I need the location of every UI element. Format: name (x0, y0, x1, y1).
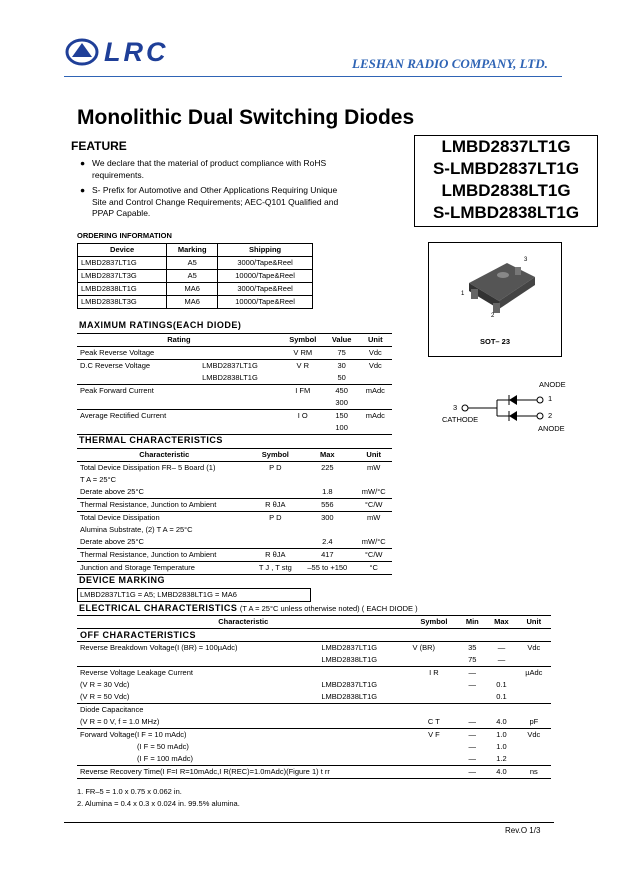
table-row (77, 716, 551, 729)
ordering-table (77, 243, 313, 309)
table-cell: T A = 25°C (80, 475, 117, 484)
table-cell: LMBD2838LT1G (318, 691, 409, 704)
table-cell: LMBD2837LT1G (202, 361, 258, 370)
table-cell (199, 347, 281, 360)
table-cell: I FM (295, 386, 311, 395)
table-row (77, 422, 392, 435)
table-cell: LMBD2837LT1G (321, 643, 378, 652)
anode-top-label: ANODE (539, 380, 566, 389)
table-row (77, 642, 551, 655)
table-cell: 3000/Tape&Reel (218, 257, 313, 270)
table-header-row (77, 449, 392, 462)
table-cell: Reverse Voltage Leakage Current (80, 668, 193, 677)
table-cell (517, 753, 551, 766)
table-cell: — (458, 753, 486, 766)
part-number: LMBD2837LT1G (441, 137, 571, 156)
table-cell: I R (429, 668, 439, 677)
table-header-row (77, 616, 551, 629)
marking-text: LMBD2837LT1G = A5; LMBD2838LT1G = MA6 (77, 588, 311, 602)
table-row (77, 347, 392, 360)
table-cell (199, 410, 281, 423)
table-cell: — (458, 716, 486, 729)
pin2-label: 2 (548, 411, 553, 420)
table-cell: 1.2 (486, 753, 516, 766)
table-cell (251, 474, 299, 486)
table-cell: Thermal Resistance, Junction to Ambient (77, 499, 251, 512)
table-cell: 556 (299, 499, 355, 512)
table-cell (77, 397, 199, 410)
feature-bullet: ● S- Prefix for Automotive and Other Applications Requiring Unique Site and Control Change Requirements; AEC-Q101 Qualified and PPAP Capable. (80, 185, 339, 218)
table-cell: — (497, 643, 506, 652)
table-row (78, 296, 313, 309)
table-cell: µAdc (525, 668, 543, 677)
column-header: Rating (77, 334, 281, 347)
column-header: Min (458, 616, 486, 629)
table-cell: V R (296, 361, 310, 370)
table-cell (318, 704, 409, 717)
table-cell: P D (269, 513, 282, 522)
table-cell: C T (409, 716, 458, 729)
table-cell: 225 (321, 463, 334, 472)
table-row (77, 549, 392, 562)
header-divider (64, 76, 562, 77)
table-row (77, 691, 551, 704)
table-cell (318, 741, 409, 753)
table-cell (281, 422, 325, 435)
table-row (77, 679, 551, 691)
table-cell (458, 691, 486, 704)
table-cell: mAdc (365, 386, 385, 395)
table-cell: Vdc (368, 361, 382, 370)
table-cell (409, 704, 458, 717)
footnote: 2. Alumina = 0.4 x 0.3 x 0.024 in. 99.5% alumina. (77, 799, 240, 808)
table-cell (299, 524, 355, 536)
table-cell: 75 (458, 654, 486, 667)
table-cell (318, 753, 409, 766)
table-cell (517, 704, 551, 717)
table-cell: R θJA (251, 499, 299, 512)
column-header: Unit (517, 616, 551, 629)
table-cell (281, 372, 325, 385)
table-cell: °C/W (355, 549, 392, 562)
table-cell: P D (269, 463, 282, 472)
part-number: S-LMBD2838LT1G (432, 203, 580, 222)
table-cell: 2.4 (299, 536, 355, 549)
column-header: Device (78, 244, 167, 257)
table-cell: LMBD2838LT3G (78, 296, 167, 309)
pin-label: 2 (491, 313, 495, 319)
table-cell (355, 524, 392, 536)
electrical-condition: (T A = 25°C unless otherwise noted) ( EACH DIODE ) (239, 604, 418, 613)
table-cell: °C/W (355, 499, 392, 512)
table-cell (409, 654, 458, 667)
table-cell (517, 691, 551, 704)
table-cell: Total Device Dissipation (80, 513, 160, 522)
anode-bottom-label: ANODE (538, 424, 565, 433)
table-cell: LMBD2838LT1G (78, 283, 167, 296)
table-row (78, 283, 313, 296)
table-cell: LMBD2837LT1G (321, 680, 378, 689)
table-cell: pF (517, 716, 551, 729)
electrical-heading: ELECTRICAL CHARACTERISTICS (79, 603, 238, 613)
table-cell (318, 729, 409, 742)
table-row (77, 766, 551, 779)
table-cell: D.C Reverse Voltage (80, 361, 151, 370)
column-header: Characteristic (77, 449, 251, 462)
table-cell (359, 422, 392, 435)
pin-label: 1 (461, 291, 465, 297)
cathode-label: CATHODE (442, 415, 479, 424)
table-row (77, 753, 551, 766)
table-row (77, 385, 392, 398)
table-row (77, 524, 392, 536)
max-ratings-table (77, 333, 392, 435)
company-logo (64, 34, 169, 70)
table-cell: mW (367, 463, 381, 472)
column-header: Symbol (281, 334, 325, 347)
table-cell: (V R = 0 V, f = 1.0 MHz) (77, 716, 318, 729)
table-cell: Vdc (527, 730, 541, 739)
table-cell (359, 397, 392, 410)
table-cell: 0.1 (496, 680, 507, 689)
max-ratings-heading: MAXIMUM RATINGS(EACH DIODE) (79, 320, 242, 330)
table-cell (409, 691, 458, 704)
table-cell: 30 (337, 361, 346, 370)
thermal-table (77, 448, 392, 575)
table-cell: (I F = 50 mAdc) (137, 742, 189, 751)
logo-text: LRC (104, 36, 169, 67)
table-cell: Thermal Resistance, Junction to Ambient (77, 549, 251, 562)
table-cell: –55 to +150 (299, 562, 355, 575)
table-cell: — (468, 730, 477, 739)
table-header-row (77, 334, 392, 347)
column-header: Symbol (251, 449, 299, 462)
ordering-heading: ORDERING INFORMATION (77, 231, 172, 240)
table-cell: mAdc (365, 411, 385, 420)
table-row (78, 257, 313, 270)
table-cell: 450 (335, 386, 348, 395)
table-cell (199, 397, 281, 410)
table-cell: Average Rectified Current (80, 411, 167, 420)
table-cell (517, 741, 551, 753)
thermal-heading: THERMAL CHARACTERISTICS (79, 435, 223, 445)
table-cell (77, 654, 318, 667)
table-cell: — (468, 680, 477, 689)
table-cell: Junction and Storage Temperature (77, 562, 251, 575)
feature-bullet: ● We declare that the material of product compliance with RoHS requirements. (80, 158, 327, 180)
table-row (77, 474, 392, 486)
package-figure (428, 242, 562, 357)
table-cell (409, 753, 458, 766)
column-header: Value (325, 334, 359, 347)
table-row (77, 536, 392, 549)
table-cell (251, 536, 299, 549)
table-cell: mW (367, 513, 381, 522)
table-cell: 300 (321, 513, 334, 522)
table-cell: 150 (335, 411, 348, 420)
electrical-heading-row (79, 603, 418, 613)
table-row (77, 462, 392, 475)
table-cell (318, 667, 409, 680)
table-cell (199, 385, 281, 398)
table-cell (299, 474, 355, 486)
pin1-label: 1 (548, 394, 553, 403)
table-header-row (78, 244, 313, 257)
table-cell (77, 422, 199, 435)
table-row (77, 562, 392, 575)
table-cell: 3000/Tape&Reel (218, 283, 313, 296)
column-header: Max (299, 449, 355, 462)
table-row (77, 397, 392, 410)
table-cell: T J , T stg (251, 562, 299, 575)
page-title: Monolithic Dual Switching Diodes (77, 106, 415, 129)
package-label: SOT– 23 (479, 337, 510, 346)
table-cell (486, 667, 516, 680)
table-cell (77, 372, 199, 385)
table-cell: Derate above 25°C (77, 536, 251, 549)
table-cell: Diode Capacitance (80, 705, 144, 714)
table-cell: 0.1 (486, 691, 516, 704)
table-cell: mW/°C (355, 486, 392, 499)
table-row (77, 499, 392, 512)
table-cell: °C (355, 562, 392, 575)
table-cell: 75 (325, 347, 359, 360)
table-cell: A5 (167, 257, 218, 270)
column-header: Symbol (409, 616, 458, 629)
table-cell (359, 372, 392, 385)
table-cell: (I F = 100 mAdc) (77, 753, 318, 766)
table-row (77, 486, 392, 499)
pin3-label: 3 (453, 403, 458, 412)
table-cell: ns (517, 766, 551, 779)
part-number-box (414, 135, 598, 227)
table-cell: A5 (167, 270, 218, 283)
table-cell: — (468, 742, 477, 751)
table-cell: Peak Forward Current (80, 386, 154, 395)
table-cell (318, 716, 409, 729)
table-cell: Derate above 25°C (77, 486, 251, 499)
table-cell: 417 (299, 549, 355, 562)
table-cell: (V R = 50 Vdc) (77, 691, 318, 704)
table-cell: 100 (325, 422, 359, 435)
footnote: 1. FR–5 = 1.0 x 0.75 x 0.062 in. (77, 787, 182, 796)
table-cell: Vdc (359, 347, 392, 360)
table-row (77, 372, 392, 385)
table-cell (517, 654, 551, 667)
table-cell: Total Device Dissipation FR– 5 Board (1) (80, 463, 216, 472)
pin-label: 3 (524, 257, 528, 263)
table-cell: 35 (468, 643, 477, 652)
table-cell: — (468, 668, 477, 677)
table-row (77, 410, 392, 423)
table-cell (517, 679, 551, 691)
table-cell: LMBD2837LT1G (78, 257, 167, 270)
table-cell: R θJA (251, 549, 299, 562)
column-header: Unit (355, 449, 392, 462)
bullet-icon: ● (80, 185, 86, 195)
table-cell (355, 474, 392, 486)
table-cell: 1.0 (496, 730, 507, 739)
table-cell: 10000/Tape&Reel (218, 296, 313, 309)
table-cell: — (486, 654, 516, 667)
table-cell: Reverse Recovery Time(I F=I R=10mAdc,I R(REC)=1.0mAdc)(Figure 1) t rr (77, 766, 458, 779)
table-subheader-row (77, 629, 551, 642)
table-cell (199, 422, 281, 435)
sot23-package-icon (429, 243, 561, 333)
table-cell: LMBD2838LT1G (199, 372, 281, 385)
feature-heading: FEATURE (71, 139, 127, 153)
company-name: LESHAN RADIO COMPANY, LTD. (352, 56, 548, 71)
table-cell: 1.8 (299, 486, 355, 499)
table-cell: LMBD2837LT3G (78, 270, 167, 283)
table-cell (486, 704, 516, 717)
column-header: Max (486, 616, 516, 629)
column-header: Characteristic (77, 616, 409, 629)
table-cell: — (458, 766, 486, 779)
table-cell: OFF CHARACTERISTICS (77, 629, 551, 642)
footer-divider (64, 822, 554, 823)
table-cell: 4.0 (486, 766, 516, 779)
column-header: Shipping (218, 244, 313, 257)
table-row (77, 654, 551, 667)
table-cell: Reverse Breakdown Voltage(I (BR) = 100µAdc) (80, 643, 238, 652)
table-cell: MA6 (167, 296, 218, 309)
table-cell (281, 397, 325, 410)
table-cell: Forward Voltage(I F = 10 mAdc) (80, 730, 187, 739)
table-row (77, 667, 551, 680)
table-cell (251, 486, 299, 499)
pinout-schematic (437, 380, 587, 440)
table-cell (409, 679, 458, 691)
column-header: Unit (359, 334, 392, 347)
table-row (77, 741, 551, 753)
table-cell: mW/°C (355, 536, 392, 549)
table-cell: MA6 (167, 283, 218, 296)
marking-heading: DEVICE MARKING (79, 575, 166, 585)
table-cell: Alumina Substrate, (2) T A = 25°C (80, 525, 193, 534)
table-cell: (V R = 30 Vdc) (80, 680, 130, 689)
table-cell: 300 (325, 397, 359, 410)
table-cell (458, 704, 486, 717)
table-cell: V RM (281, 347, 325, 360)
table-cell: V (BR) (412, 643, 435, 652)
table-cell: 1.0 (496, 742, 507, 751)
table-cell (251, 524, 299, 536)
table-row (77, 360, 392, 373)
table-cell: 50 (325, 372, 359, 385)
table-row (77, 729, 551, 742)
table-cell: Vdc (527, 643, 541, 652)
table-cell: V F (428, 730, 440, 739)
bullet-icon: ● (80, 158, 86, 168)
table-cell (409, 741, 458, 753)
part-number: LMBD2838LT1G (441, 181, 571, 200)
column-header: Marking (167, 244, 218, 257)
table-row (77, 704, 551, 717)
table-cell: 10000/Tape&Reel (218, 270, 313, 283)
revision-text: Rev.O 1/3 (505, 826, 541, 835)
table-cell: Peak Reverse Voltage (77, 347, 199, 360)
lrc-logo-icon (64, 37, 100, 67)
electrical-table (77, 615, 551, 779)
part-number: S-LMBD2837LT1G (432, 159, 580, 178)
table-cell: I O (297, 411, 308, 420)
table-row (77, 512, 392, 525)
table-row (78, 270, 313, 283)
table-cell: LMBD2838LT1G (318, 654, 409, 667)
table-cell: 4.0 (486, 716, 516, 729)
